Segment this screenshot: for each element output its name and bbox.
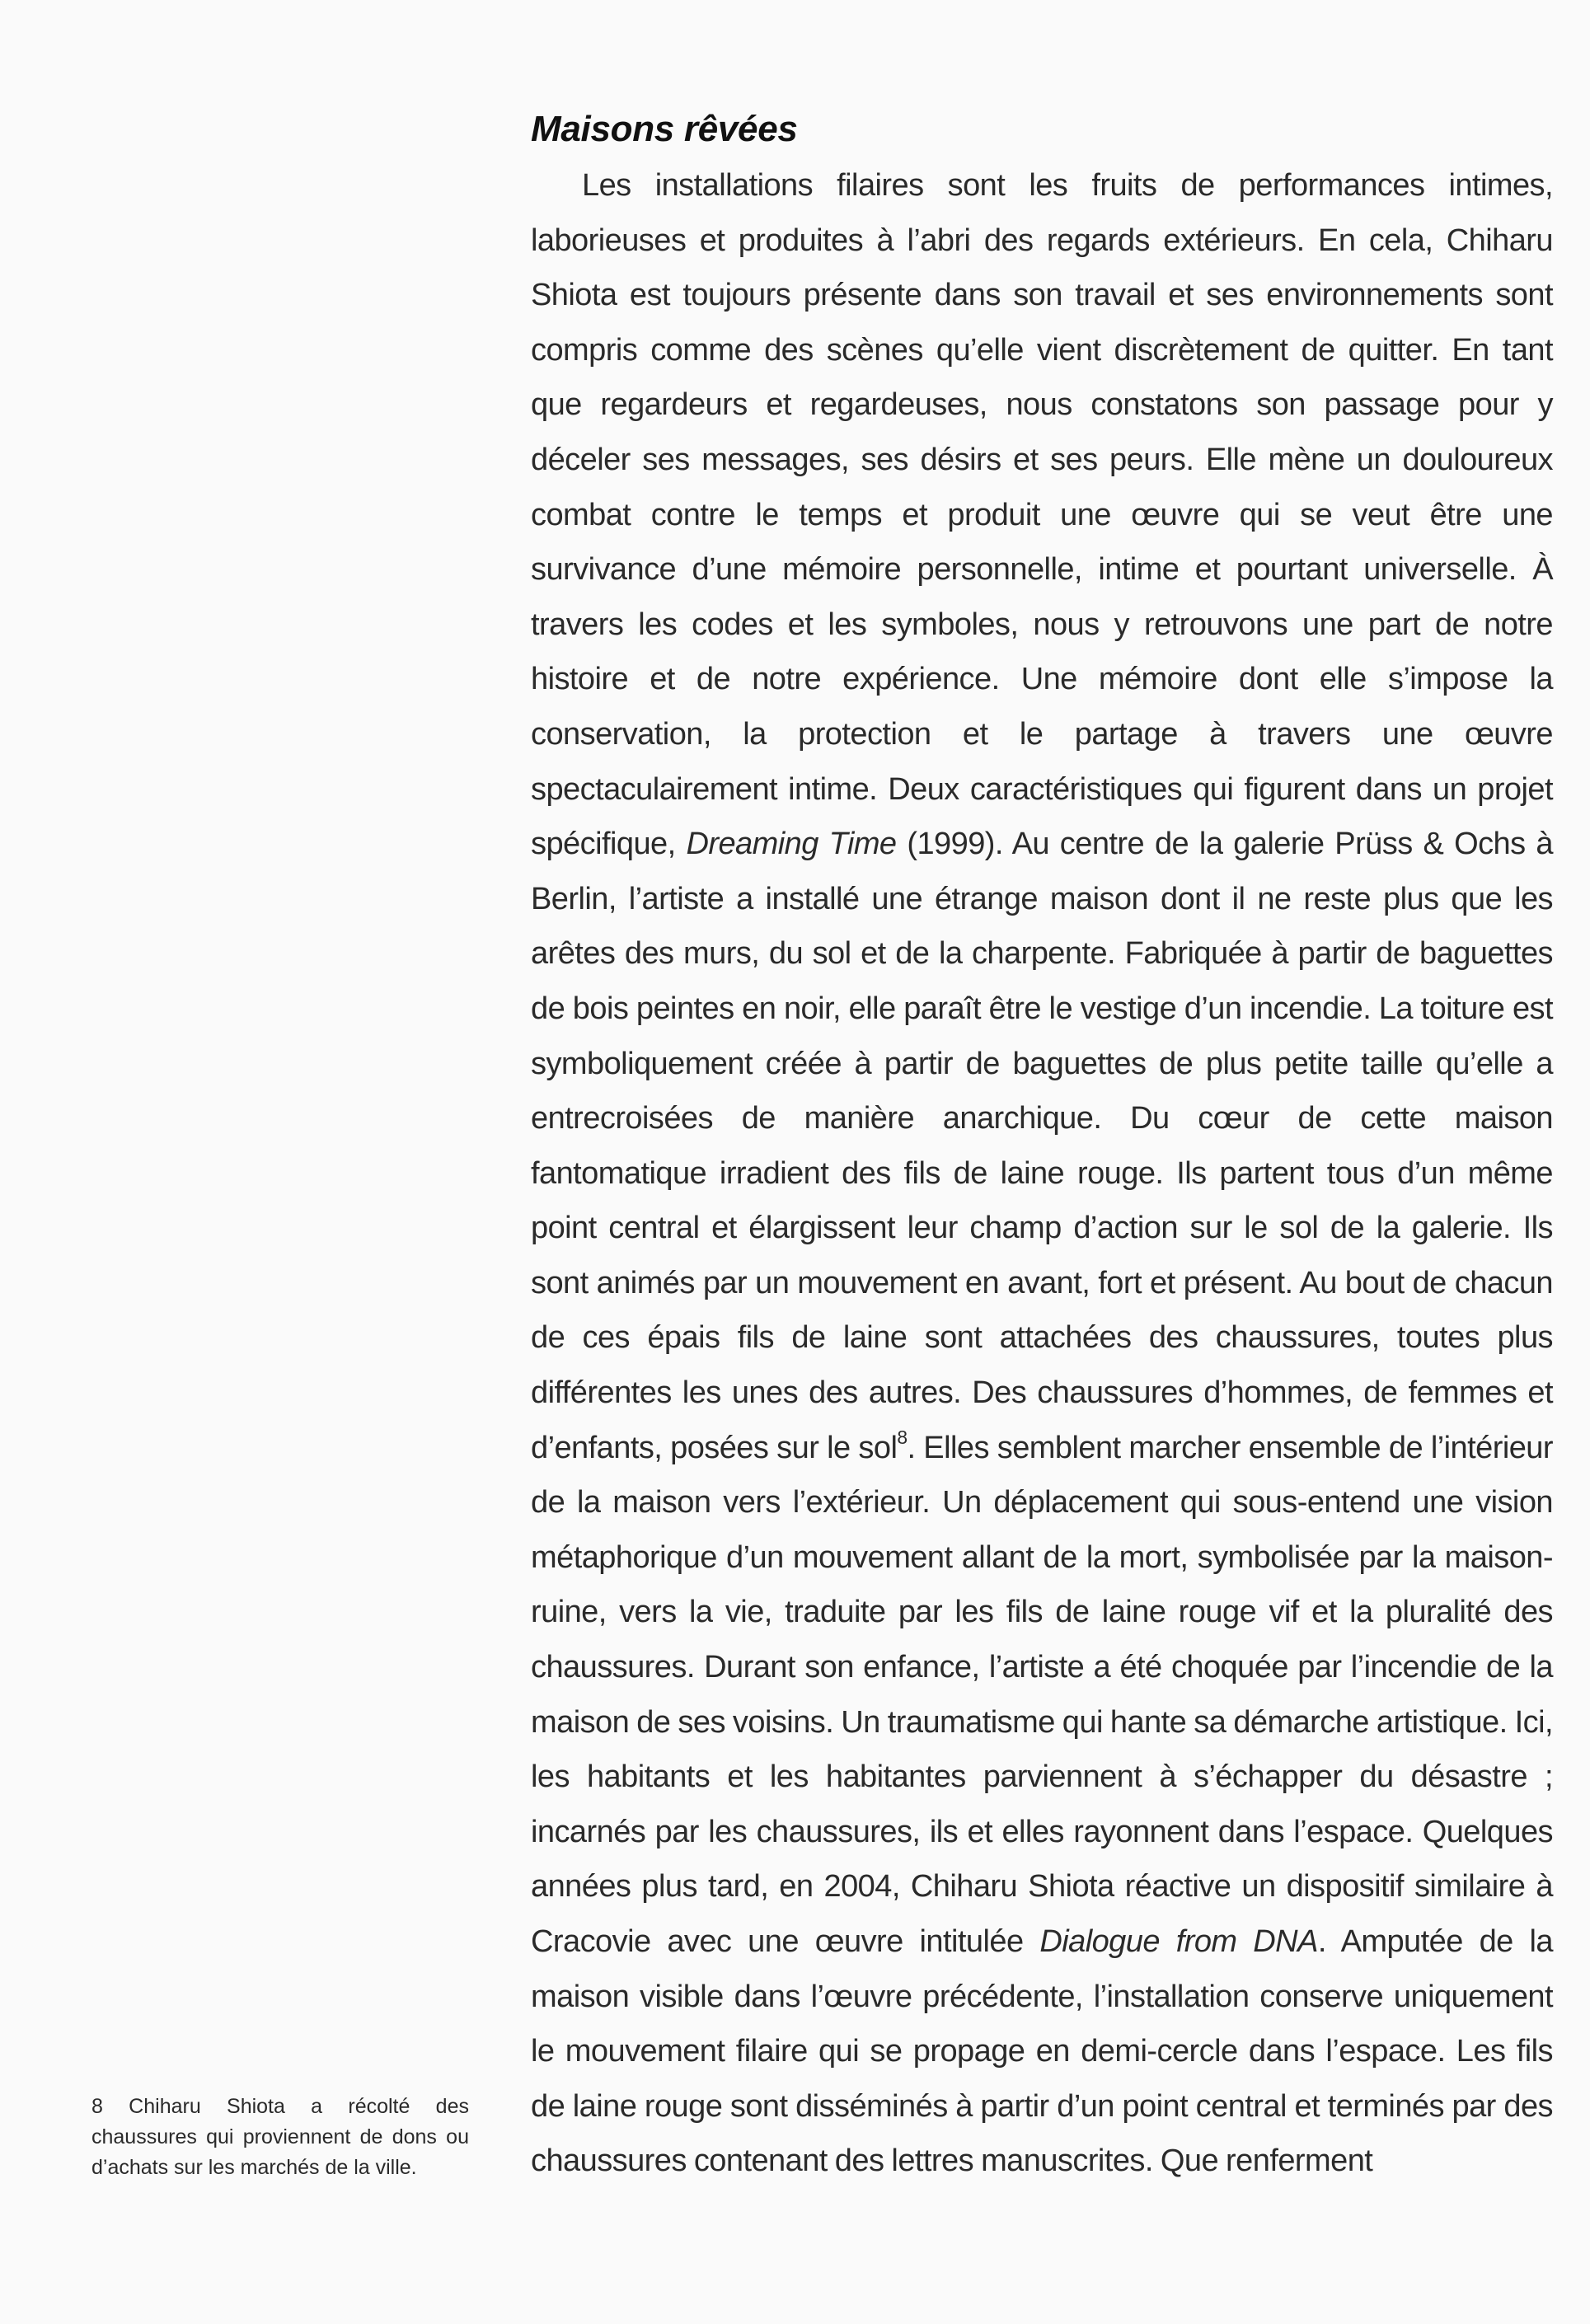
artwork-title-dialogue-from-dna: Dialogue from DNA xyxy=(1039,1924,1318,1959)
body-text-part-3: . Elles semblent marcher ensemble de l’intérieur de la maison vers l’extérieur. Un déplacement qui sous-entend une vision métaphorique d’un mouvement allant de la mort, symbolisée par la maison-ruine, vers la vie, traduite par les fils de laine rouge vif et la pluralité des chaussures. Durant son enfance, l’artiste a été choquée par l’incendie de la maison de ses voisins. Un traumatisme qui hante sa démarche artistique. Ici, les habitants et les habitantes parviennent à s’échapper du désastre ; incarnés par les chaussures, ils et elles rayonnent dans l’espace. Quelques années plus tard, en 2004, Chiharu Shiota réactive un dispositif similaire à Cracovie avec une œuvre intitulée xyxy=(531,1430,1553,1959)
body-text-part-4: . Amputée de la maison visible dans l’œuvre précédente, l’installation conserve uniquement le mouvement filaire qui se propage en demi-cercle dans l’espace. Les fils de laine rouge sont disséminés à partir d’un point central et terminés par des chaussures contenant des lettres manuscrites. Que renferment xyxy=(531,1924,1554,2179)
footnote-reference[interactable]: 8 xyxy=(897,1426,908,1448)
section-heading: Maisons rêvées xyxy=(531,109,798,149)
body-paragraph xyxy=(531,158,1553,2189)
artwork-title-dreaming-time: Dreaming Time xyxy=(686,827,897,862)
main-column xyxy=(531,101,1553,2189)
side-footnote: 8 Chiharu Shiota a récolté des chaussures qui proviennent de dons ou d’achats sur les marchés de la ville. xyxy=(91,2095,469,2179)
body-text-part-2: (1999). Au centre de la galerie Prüss & Ochs à Berlin, l’artiste a installé une étrange maison dont il ne reste plus que les arêtes des murs, du sol et de la charpente. Fabriquée à partir de baguettes de bois peintes en noir, elle paraît être le vestige d’un incendie. La toiture est symboliquement créée à partir de baguettes de plus petite taille qu’elle a entrecroisées de manière anarchique. Du cœur de cette maison fantomatique irradient des fils de laine rouge. Ils partent tous d’un même point central et élargissent leur champ d’action sur le sol de la galerie. Ils sont animés par un mouvement en avant, fort et présent. Au bout de chacun de ces épais fils de laine sont attachées des chaussures, toutes plus différentes les unes des autres. Des chaussures d’hommes, de femmes et d’enfants, posées sur le sol xyxy=(531,827,1553,1465)
body-text-part-1: Les installations filaires sont les fruits de performances intimes, laborieuses et produites à l’abri des regards extérieurs. En cela, Chiharu Shiota est toujours présente dans son travail et ses environnements sont compris comme des scènes qu’elle vient discrètement de quitter. En tant que regardeurs et regardeuses, nous constatons son passage pour y déceler ses messages, ses désirs et ses peurs. Elle mène un douloureux combat contre le temps et produit une œuvre qui se veut être une survivance d’une mémoire personnelle, intime et pourtant universelle. À travers les codes et les symboles, nous y retrouvons une part de notre histoire et de notre expérience. Une mémoire dont elle s’impose la conservation, la protection et le partage à travers une œuvre spectaculairement intime. Deux caractéristiques qui figurent dans un projet spécifique, xyxy=(531,168,1553,862)
